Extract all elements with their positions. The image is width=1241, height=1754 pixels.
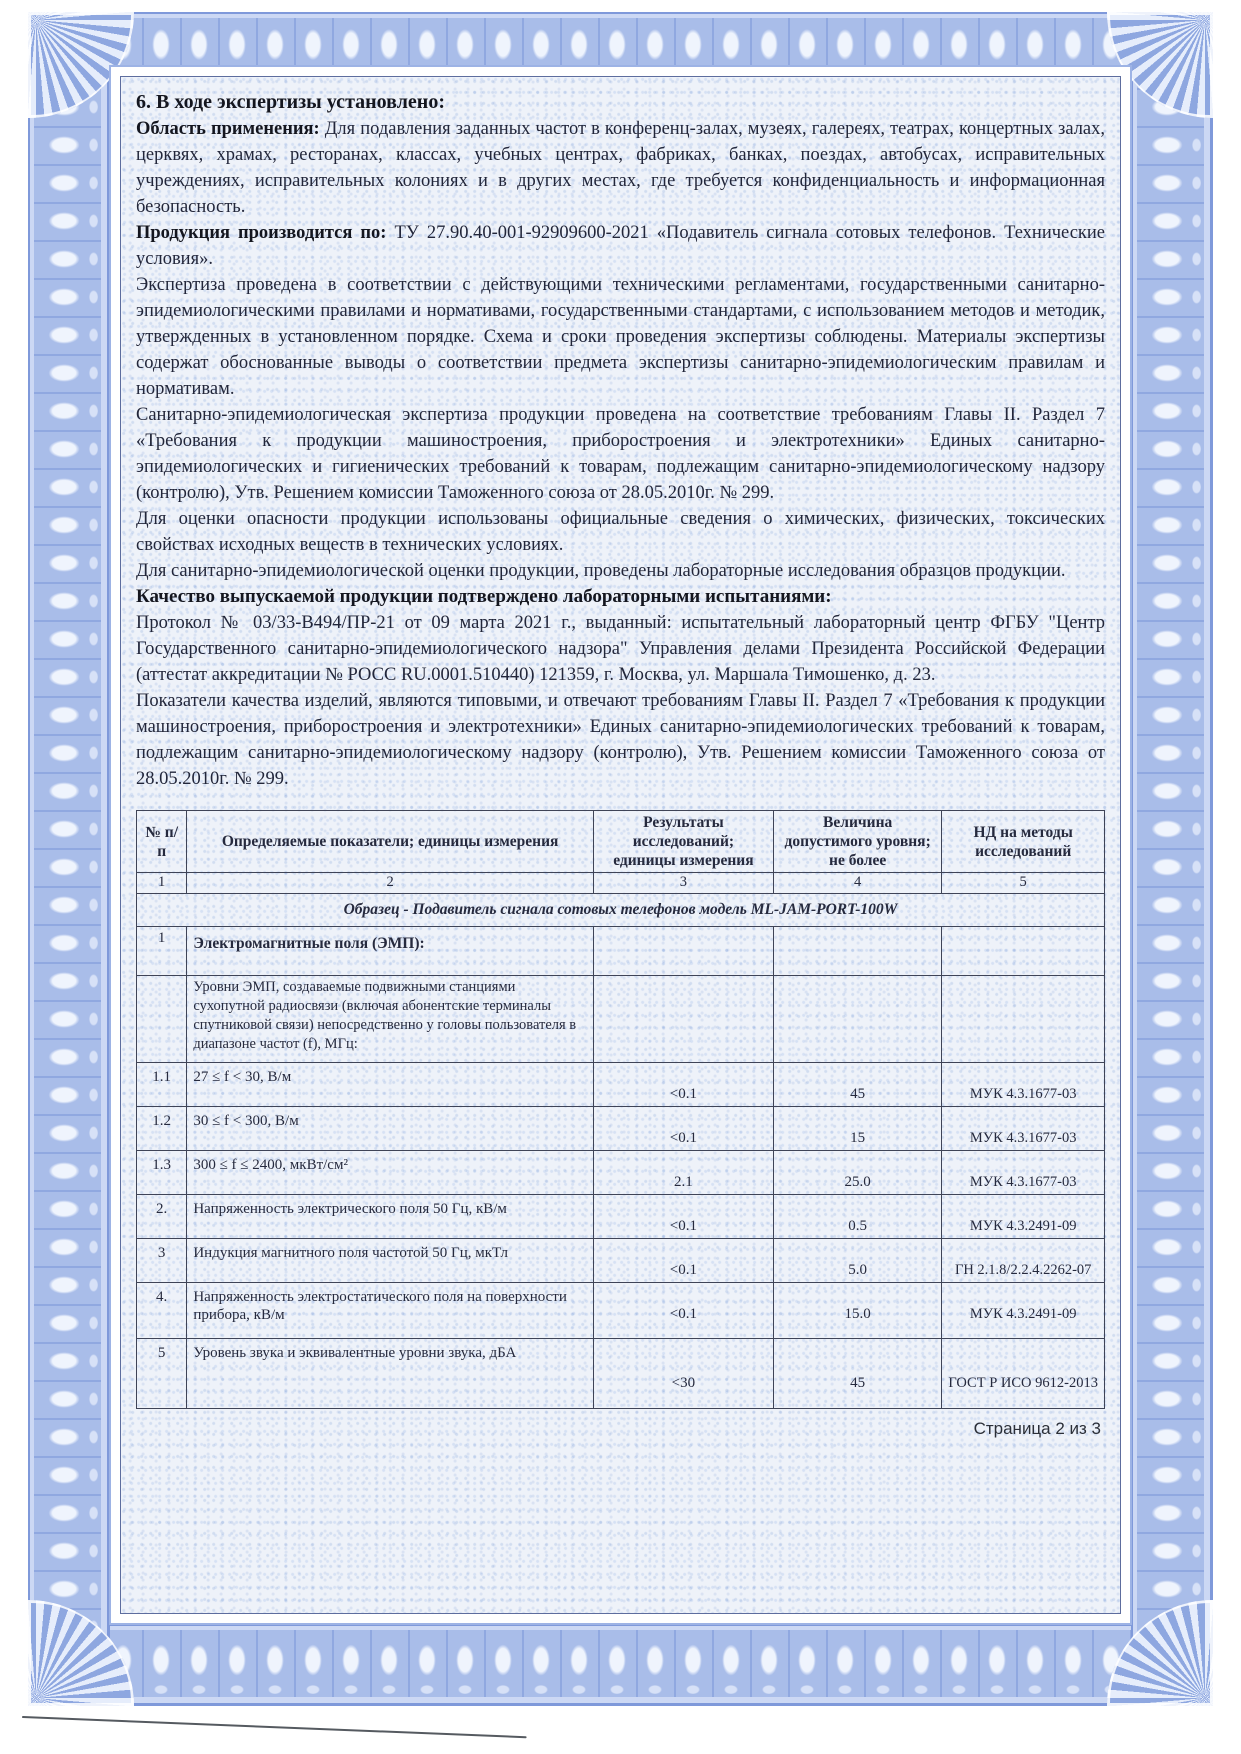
guilloche-border-bottom bbox=[28, 1624, 1213, 1706]
table-row bbox=[137, 1339, 1105, 1409]
cell-num bbox=[137, 976, 187, 1063]
paragraph-text: Для оценки опасности продукции использованы официальные сведения о химических, физических, токсических свойствах исходных веществ в технических условиях. bbox=[136, 509, 1105, 555]
col-number: 1 bbox=[137, 873, 187, 894]
col-number: 4 bbox=[773, 873, 941, 894]
cell-indicator: 27 ≤ f < 30, В/м bbox=[187, 1063, 594, 1107]
table-row bbox=[137, 976, 1105, 1063]
paragraph-hazard-assessment bbox=[136, 506, 1105, 558]
scan-edge-shadow bbox=[22, 1716, 527, 1738]
corner-rosette-icon bbox=[1107, 12, 1213, 118]
table-row bbox=[137, 1195, 1105, 1239]
quality-heading: Качество выпускаемой продукции подтверждено лабораторными испытаниями: bbox=[136, 586, 832, 607]
cell-result bbox=[593, 927, 773, 976]
header-indicator: Определяемые показатели; единицы измерения bbox=[187, 811, 594, 873]
paragraph-text: Санитарно-эпидемиологическая экспертиза продукции проведена на соответствие требованиям Главы II. Раздел 7 «Требования к продукции машиностроения, приборостроения и электротехники» Единых санитарно-эпидемиологических и гигиенических требований к товарам, подлежащим санитарно-эпидемиологическому надзору (контролю), Утв. Решением комиссии Таможенного союза от 28.05.2010г. № 299. bbox=[136, 405, 1105, 503]
cell-indicator: Уровень звука и эквивалентные уровни звука, дБА bbox=[187, 1339, 594, 1409]
guilloche-border-left bbox=[28, 12, 110, 1706]
page-number: Страница 2 из 3 bbox=[973, 1419, 1101, 1438]
cell-method: МУК 4.3.1677-03 bbox=[942, 1063, 1105, 1107]
cell-num: 4. bbox=[137, 1283, 187, 1339]
paragraph-sanitary-expertise bbox=[136, 402, 1105, 506]
cell-method bbox=[942, 976, 1105, 1063]
cell-result: <0.1 bbox=[593, 1107, 773, 1151]
column-numbers-row bbox=[137, 873, 1105, 894]
cell-method: МУК 4.3.2491-09 bbox=[942, 1195, 1105, 1239]
paragraph-text: ТУ 27.90.40-001-92909600-2021 «Подавитель сигнала сотовых телефонов. Технические условия». bbox=[136, 223, 1106, 269]
cell-num: 3 bbox=[137, 1239, 187, 1283]
paragraph-text: Для подавления заданных частот в конференц-залах, музеях, галереях, театрах, концертных залах, церквях, храмах, ресторанах, классах, учебных центрах, фабриках, банках, поездах, автобусах, исправительных учреждениях, исправительных колониях и в других местах, где требуется конфиденциальность и информационная безопасность. bbox=[136, 119, 1106, 217]
cell-method: ГОСТ Р ИСО 9612-2013 bbox=[942, 1339, 1105, 1409]
cell-method bbox=[942, 927, 1105, 976]
cell-num: 2. bbox=[137, 1195, 187, 1239]
paragraph-protocol bbox=[136, 610, 1105, 688]
paragraph-text: Экспертиза проведена в соответствии с действующими техническими регламентами, государственными санитарно-эпидемиологическими правилами и нормативами, государственными стандартами, с использованием методов и методик, утвержденных в установленном порядке. Схема и сроки проведения экспертизы соблюдены. Материалы экспертизы содержат обоснованные выводы о соответствии предмета экспертизы санитарно-эпидемиологическим правилам и нормативам. bbox=[136, 275, 1105, 399]
header-limit: Величина допустимого уровня; не более bbox=[773, 811, 941, 873]
cell-indicator: Напряженность электростатического поля на поверхности прибора, кВ/м bbox=[187, 1283, 594, 1339]
header-method: НД на методы исследований bbox=[942, 811, 1105, 873]
cell-indicator: Уровни ЭМП, создаваемые подвижными станциями сухопутной радиосвязи (включая абонентские терминалы спутниковой связи) непосредственно у головы пользователя в диапазоне частот (f), МГц: bbox=[187, 976, 594, 1063]
cell-num: 1.2 bbox=[137, 1107, 187, 1151]
col-number: 5 bbox=[942, 873, 1105, 894]
corner-rosette-icon bbox=[28, 1600, 134, 1706]
cell-result: <0.1 bbox=[593, 1283, 773, 1339]
cell-result: <0.1 bbox=[593, 1063, 773, 1107]
cell-limit: 15 bbox=[773, 1107, 941, 1151]
cell-method: МУК 4.3.1677-03 bbox=[942, 1107, 1105, 1151]
table-row bbox=[137, 1063, 1105, 1107]
corner-rosette-icon bbox=[1107, 1600, 1213, 1706]
paragraph-text: Для санитарно-эпидемиологической оценки продукции, проведены лабораторные исследования образцов продукции. bbox=[136, 561, 1066, 581]
cell-method: МУК 4.3.2491-09 bbox=[942, 1283, 1105, 1339]
cell-indicator: Индукция магнитного поля частотой 50 Гц, мкТл bbox=[187, 1239, 594, 1283]
cell-result: <0.1 bbox=[593, 1239, 773, 1283]
paragraph-scope bbox=[136, 116, 1105, 220]
cell-num: 1.3 bbox=[137, 1151, 187, 1195]
col-number: 3 bbox=[593, 873, 773, 894]
section-title: 6. В ходе экспертизы установлено: bbox=[136, 91, 445, 113]
guilloche-border-right bbox=[1131, 12, 1213, 1706]
cell-result: 2.1 bbox=[593, 1151, 773, 1195]
paragraph-lab-research bbox=[136, 558, 1105, 584]
cell-limit: 45 bbox=[773, 1063, 941, 1107]
cell-indicator: Электромагнитные поля (ЭМП): bbox=[187, 927, 594, 976]
table-row bbox=[137, 1283, 1105, 1339]
cell-limit bbox=[773, 927, 941, 976]
cell-num: 1 bbox=[137, 927, 187, 976]
table-row bbox=[137, 1239, 1105, 1283]
sample-row bbox=[137, 894, 1105, 927]
table-row bbox=[137, 1151, 1105, 1195]
cell-num: 1.1 bbox=[137, 1063, 187, 1107]
table-header-row bbox=[137, 811, 1105, 873]
sample-label: Образец - Подавитель сигнала сотовых телефонов модель ML-JAM-PORT-100W bbox=[137, 894, 1105, 927]
cell-method: ГН 2.1.8/2.2.4.2262-07 bbox=[942, 1239, 1105, 1283]
paragraph-label: Область применения: bbox=[136, 119, 320, 139]
corner-rosette-icon bbox=[28, 12, 134, 118]
certificate-sheet bbox=[28, 12, 1213, 1706]
cell-limit: 5.0 bbox=[773, 1239, 941, 1283]
table-row bbox=[137, 1107, 1105, 1151]
paragraph-text: Показатели качества изделий, являются типовыми, и отвечают требованиям Главы II. Раздел 7 «Требования к продукции машиностроения, приборостроения и электротехники» Единых санитарно-эпидемиологических требований к товарам, подлежащим санитарно-эпидемиологическому надзору (контролю), Утв. Решением комиссии Таможенного союза от 28.05.2010г. № 299. bbox=[136, 691, 1105, 789]
header-result: Результаты исследований; единицы измерения bbox=[593, 811, 773, 873]
cell-indicator: 300 ≤ f ≤ 2400, мкВт/см² bbox=[187, 1151, 594, 1195]
cell-limit bbox=[773, 976, 941, 1063]
col-number: 2 bbox=[187, 873, 594, 894]
document-content-area bbox=[120, 76, 1121, 1614]
cell-result bbox=[593, 976, 773, 1063]
cell-indicator: 30 ≤ f < 300, В/м bbox=[187, 1107, 594, 1151]
cell-result: <0.1 bbox=[593, 1195, 773, 1239]
paragraph-label: Продукция производится по: bbox=[136, 223, 387, 243]
cell-limit: 25.0 bbox=[773, 1151, 941, 1195]
cell-limit: 45 bbox=[773, 1339, 941, 1409]
cell-result: <30 bbox=[593, 1339, 773, 1409]
cell-limit: 15.0 bbox=[773, 1283, 941, 1339]
paragraph-quality-indicators bbox=[136, 688, 1105, 792]
cell-num: 5 bbox=[137, 1339, 187, 1409]
cell-indicator: Напряженность электрического поля 50 Гц, кВ/м bbox=[187, 1195, 594, 1239]
paragraph-text: Протокол № 03/33-В494/ПР-21 от 09 марта 2021 г., выданный: испытательный лабораторный центр ФГБУ "Центр Государственного санитарно-эпидемиологического надзора" Управления делами Президента Российской Федерации (аттестат аккредитации № РОСС RU.0001.510440) 121359, г. Москва, ул. Маршала Тимошенко, д. 23. bbox=[136, 613, 1105, 685]
cell-method: МУК 4.3.1677-03 bbox=[942, 1151, 1105, 1195]
guilloche-border-top bbox=[28, 12, 1213, 86]
cell-limit: 0.5 bbox=[773, 1195, 941, 1239]
header-num: № п/п bbox=[137, 811, 187, 873]
table-row bbox=[137, 927, 1105, 976]
paragraph-produced-by bbox=[136, 220, 1105, 272]
lab-results-table bbox=[136, 810, 1105, 1409]
paragraph-expertise bbox=[136, 272, 1105, 402]
